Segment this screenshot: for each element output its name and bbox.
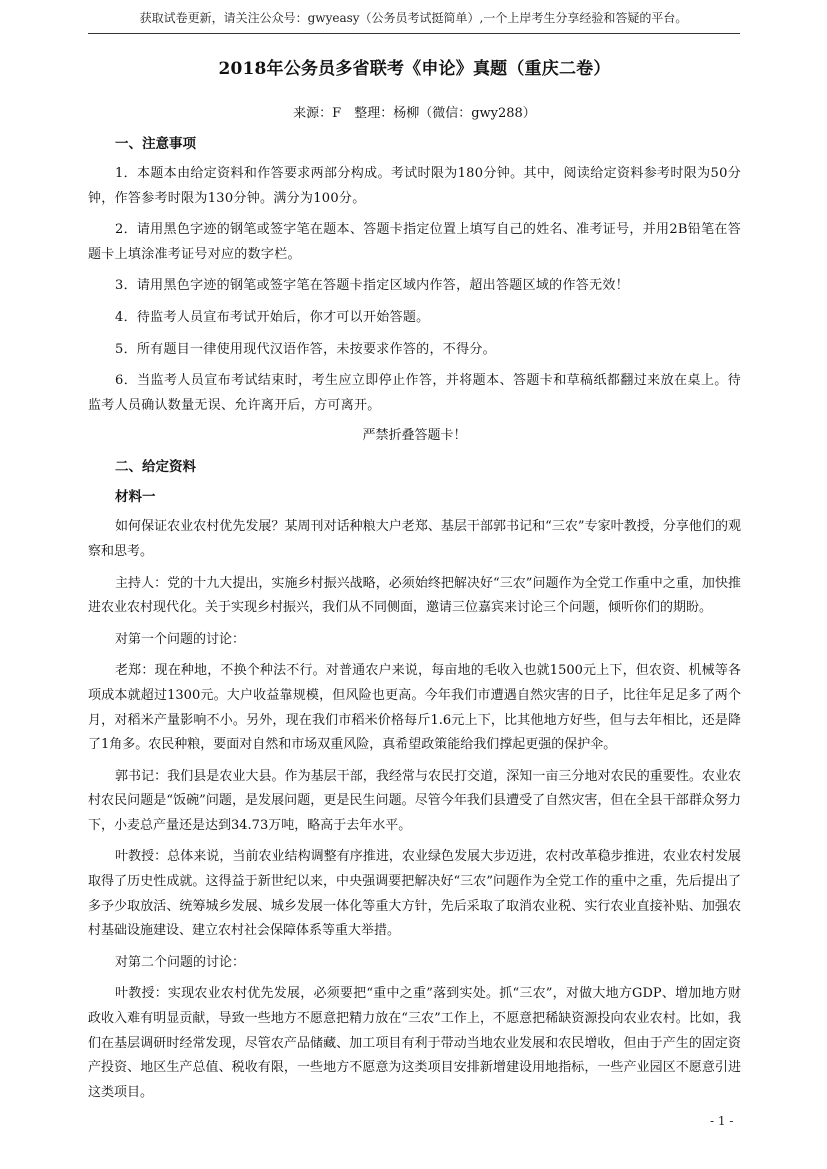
material-paragraph: 老郑：现在种地，不换个种法不行。对普通农户来说，每亩地的毛收入也就1500元上下，但农资、机械等各项成本就超过1300元。大户收益靠规模，但风险也更高。今年我们市遭遇自然灾害的日子，比往年足足多了两个月，对稻米产量影响不小。另外，现在我们市稻米价格每斤1.6元上下，比其他地方好些，但与去年相比，还是降了1角多。农民种粮，要面对自然和市场双重风险，真希望政策能给我们撑起更强的保护伞。 (88, 663, 741, 753)
material-paragraph: 对第二个问题的讨论： (115, 954, 246, 970)
material-title: 材料一 (115, 489, 156, 506)
material-paragraph: 郭书记：我们县是农业大县。作为基层干部，我经常与农民打交道，深知一亩三分地对农民的重要性。农业农村农民问题是“饭碗”问题，是发展问题，更是民生问题。尽管今年我们县遭受了自然灾害，但在全县干部群众努力下，小麦总产量还是达到34.73万吨，略高于去年水平。 (88, 768, 741, 833)
material-paragraph: 叶教授：总体来说，当前农业结构调整有序推进，农业绿色发展大步迈进，农村改革稳步推进，农业农村发展取得了历史性成就。这得益于新世纪以来，中央强调要把解决好“三农”问题作为全党工作的重中之重，先后提出了多予少取放活、统筹城乡发展、城乡发展一体化等重大方针，先后采取了取消农业税、实行农业直接补贴、加强农村基础设施建设、建立农村社会保障体系等重大举措。 (88, 849, 741, 939)
notice-item: 4．待监考人员宣布考试开始后，你才可以开始答题。 (115, 309, 430, 325)
warning-text: 严禁折叠答题卡！ (362, 428, 467, 444)
material-paragraph: 如何保证农业农村优先发展？某周刊对话种粮大户老郑、基层干部郭书记和“三农”专家叶教授，分享他们的观察和思考。 (88, 519, 741, 559)
header-divider (88, 33, 740, 34)
document-body (88, 132, 741, 1112)
header-notice: 获取试卷更新，请关注公众号：gwyeasy（公务员考试挺简单）,一个上岸考生分享经验和答疑的平台。 (139, 11, 688, 25)
notice-item: 1．本题本由给定资料和作答要求两部分构成。考试时限为180分钟。其中，阅读给定资料参考时限为50分钟，作答参考时限为130分钟。满分为100分。 (88, 166, 741, 206)
material-paragraph: 对第一个问题的讨论： (115, 631, 246, 647)
notice-item: 2．请用黑色字迹的钢笔或签字笔在题本、答题卡指定位置上填写自己的姓名、准考证号，并用2B铅笔在答题卡上填涂准考证号对应的数字栏。 (88, 222, 741, 262)
document-title: 2018年公务员多省联考《申论》真题（重庆二卷） (218, 59, 611, 79)
notice-item: 3．请用黑色字迹的钢笔或签字笔在答题卡指定区域内作答，超出答题区域的作答无效！ (115, 278, 629, 294)
section-heading-notes: 一、注意事项 (115, 136, 196, 152)
notice-item: 6．当监考人员宣布考试结束时，考生应立即停止作答，并将题本、答题卡和草稿纸都翻过来放在桌上。待监考人员确认数量无误、允许离开后，方可离开。 (88, 373, 741, 413)
material-paragraph: 主持人：党的十九大提出，实施乡村振兴战略，必须始终把解决好“三农”问题作为全党工作重中之重，加快推进农业农村现代化。关于实现乡村振兴，我们从不同侧面，邀请三位嘉宾来讨论三个问题，倾听你们的期盼。 (88, 575, 741, 616)
notice-item: 5．所有题目一律使用现代汉语作答，未按要求作答的，不得分。 (115, 341, 496, 357)
document-source: 来源：F 整理：杨柳（微信：gwy288） (293, 106, 536, 121)
section-heading-materials: 二、给定资料 (115, 459, 196, 476)
page-number: - 1 - (710, 1114, 734, 1128)
material-paragraph: 叶教授：实现农业农村优先发展，必须要把“重中之重”落到实处。抓“三农”，对做大地方GDP、增加地方财政收入难有明显贡献，导致一些地方不愿意把精力放在“三农”工作上，不愿意把稀缺资源投向农业农村。比如，我们在基层调研时经常发现，尽管农产品储藏、加工项目有利于带动当地农业发展和农民增收，但由于产生的固定资产投资、地区生产总值、税收有限，一些地方不愿意为这类项目安排新增建设用地指标，一些产业园区不愿意引进这类项目。 (88, 986, 741, 1100)
